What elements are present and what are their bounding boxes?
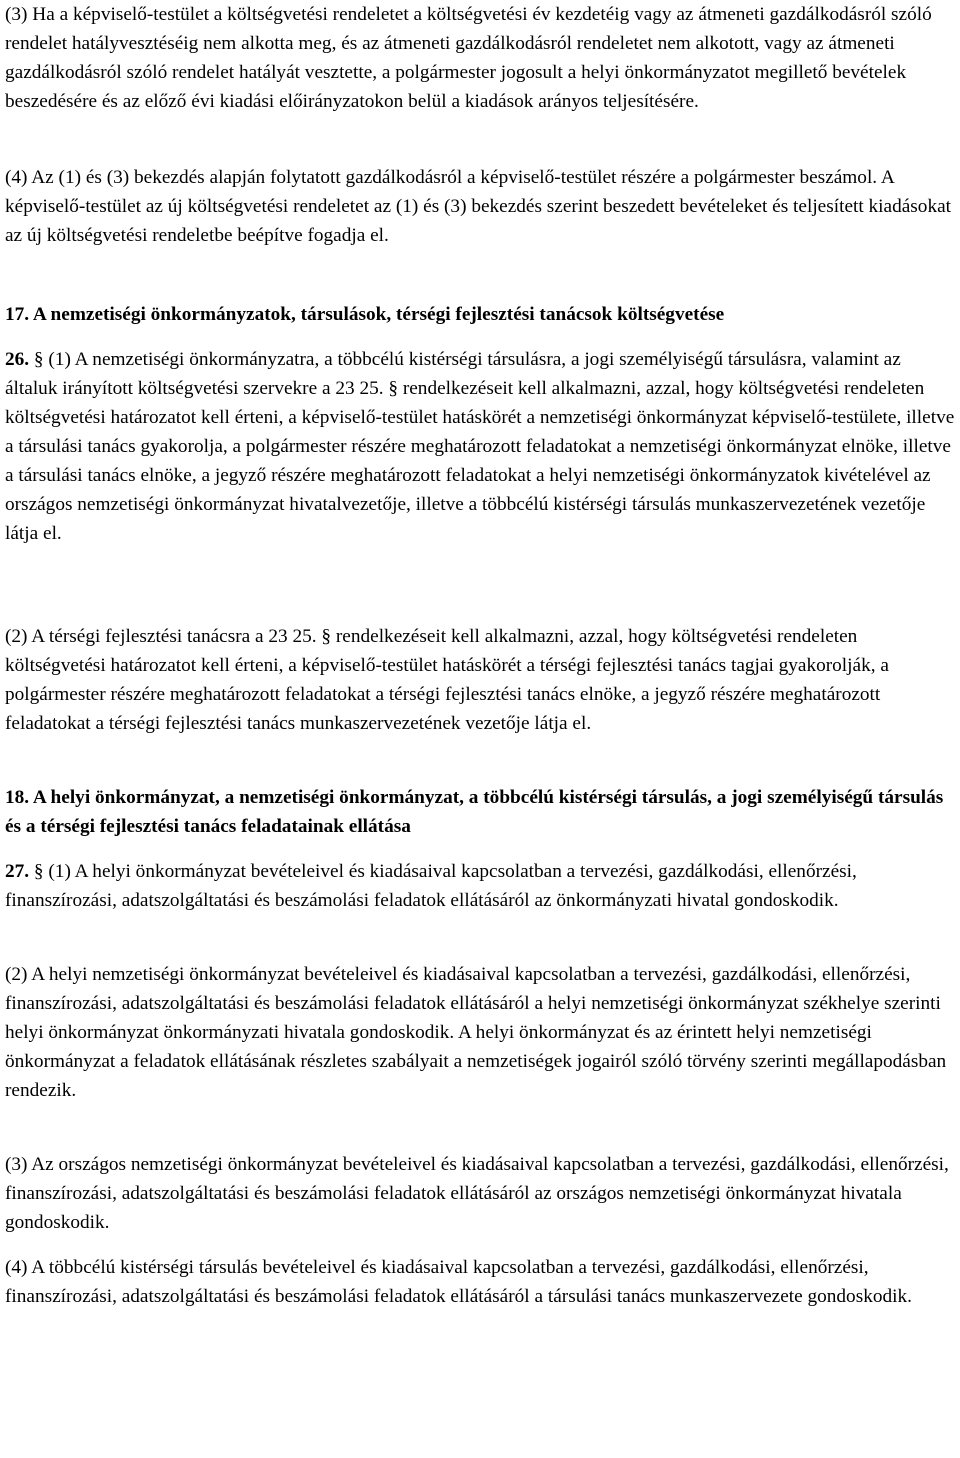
section-26-paragraph-1 [5, 345, 957, 606]
section-27-paragraph-2: (2) A helyi nemzetiségi önkormányzat bevételeivel és kiadásaival kapcsolatban a tervezési, gazdálkodási, ellenőrzési, finanszírozási, adatszolgáltatási és beszámolási feladatok ellátásáról a helyi nemzetiségi önkormányzat székhelye szerinti helyi önkormányzat önkormányzati hivatala gondoskodik. A helyi önkormányzat és az érintett helyi nemzetiségi önkormányzat a feladatok ellátásának részletes szabályait a nemzetiségek jogairól szóló törvény szerinti megállapodásban rendezik. [5, 964, 947, 1101]
section-number-27: 27. [5, 861, 30, 882]
paragraph-4: (4) Az (1) és (3) bekezdés alapján folytatott gazdálkodásról a képviselő-testület részére a polgármester beszámol. A képviselő-testület az új költségvetési rendeletet az (1) és (3) bekezdés szerint beszedett bevételeket és teljesített kiadásokat az új költségvetési rendeletbe beépítve fogadja el. [5, 167, 951, 246]
section-27-text: § (1) A helyi önkormányzat bevételeivel és kiadásaival kapcsolatban a tervezési, gazdálkodási, ellenőrzési, finanszírozási, adatszolgáltatási és beszámolási feladatok ellátásáról az önkormányzati hivatal gondoskodik. [5, 861, 857, 911]
section-26-paragraph-2: (2) A térségi fejlesztési tanácsra a 23 25. § rendelkezéseit kell alkalmazni, azzal, hogy költségvetési rendeleten költségvetési határozatot kell érteni, a képviselő-testület hatáskörét a térségi fejlesztési tanács tagjai gyakorolják, a polgármester részére meghatározott feladatokat a térségi fejlesztési tanács elnöke, a jegyző részére meghatározott feladatokat a térségi fejlesztési tanács munkaszervezetének vezetője látja el. [5, 626, 889, 734]
section-27-paragraph-4: (4) A többcélú kistérségi társulás bevételeivel és kiadásaival kapcsolatban a tervezési, gazdálkodási, ellenőrzési, finanszírozási, adatszolgáltatási és beszámolási feladatok ellátásáról a társulási tanács munkaszervezete gondoskodik. [5, 1257, 912, 1307]
section-heading-17: 17. A nemzetiségi önkormányzatok, társulások, térségi fejlesztési tanácsok költségvetése [5, 304, 725, 325]
document-page [5, 0, 957, 1340]
section-heading-18: 18. A helyi önkormányzat, a nemzetiségi önkormányzat, a többcélú kistérségi társulás, a jogi személyiségű társulás és a térségi fejlesztési tanács feladatainak ellátása [5, 787, 944, 837]
section-26-text: § (1) A nemzetiségi önkormányzatra, a többcélú kistérségi társulásra, a jogi személyiségű társulásra, valamint az általuk irányított költségvetési szervekre a 23 25. § rendelkezéseit kell alkalmazni, azzal, hogy költségvetési rendeleten költségvetési határozatot kell érteni, a képviselő-testület hatáskörét a nemzetiségi önkormányzat képviselő-testülete, illetve a társulási tanács gyakorolja, a polgármester részére meghatározott feladatokat a nemzetiségi önkormányzat elnöke, illetve a társulási tanács elnöke, a jegyző részére meghatározott feladatokat a helyi nemzetiségi önkormányzatok kivételével az országos nemzetiségi önkormányzat hivatalvezetője, illetve a többcélú kistérségi társulás munkaszervezetének vezetője látja el. [5, 349, 955, 544]
section-27-paragraph-3: (3) Az országos nemzetiségi önkormányzat bevételeivel és kiadásaival kapcsolatban a tervezési, gazdálkodási, ellenőrzési, finanszírozási, adatszolgáltatási és beszámolási feladatok ellátásáról az országos nemzetiségi önkormányzat hivatala gondoskodik. [5, 1154, 949, 1233]
paragraph-3: (3) Ha a képviselő-testület a költségvetési rendeletet a költségvetési év kezdetéig vagy az átmeneti gazdálkodásról szóló rendelet hatályvesztéséig nem alkotta meg, és az átmeneti gazdálkodásról rendeletet nem alkotott, vagy az átmeneti gazdálkodásról szóló rendelet hatályát vesztette, a polgármester jogosult a helyi önkormányzatot megillető bevételek beszedésére és az előző évi kiadási előirányzatokon belül a kiadások arányos teljesítésére. [5, 4, 932, 112]
section-27-paragraph-1 [5, 857, 957, 944]
section-number-26: 26. [5, 349, 30, 370]
